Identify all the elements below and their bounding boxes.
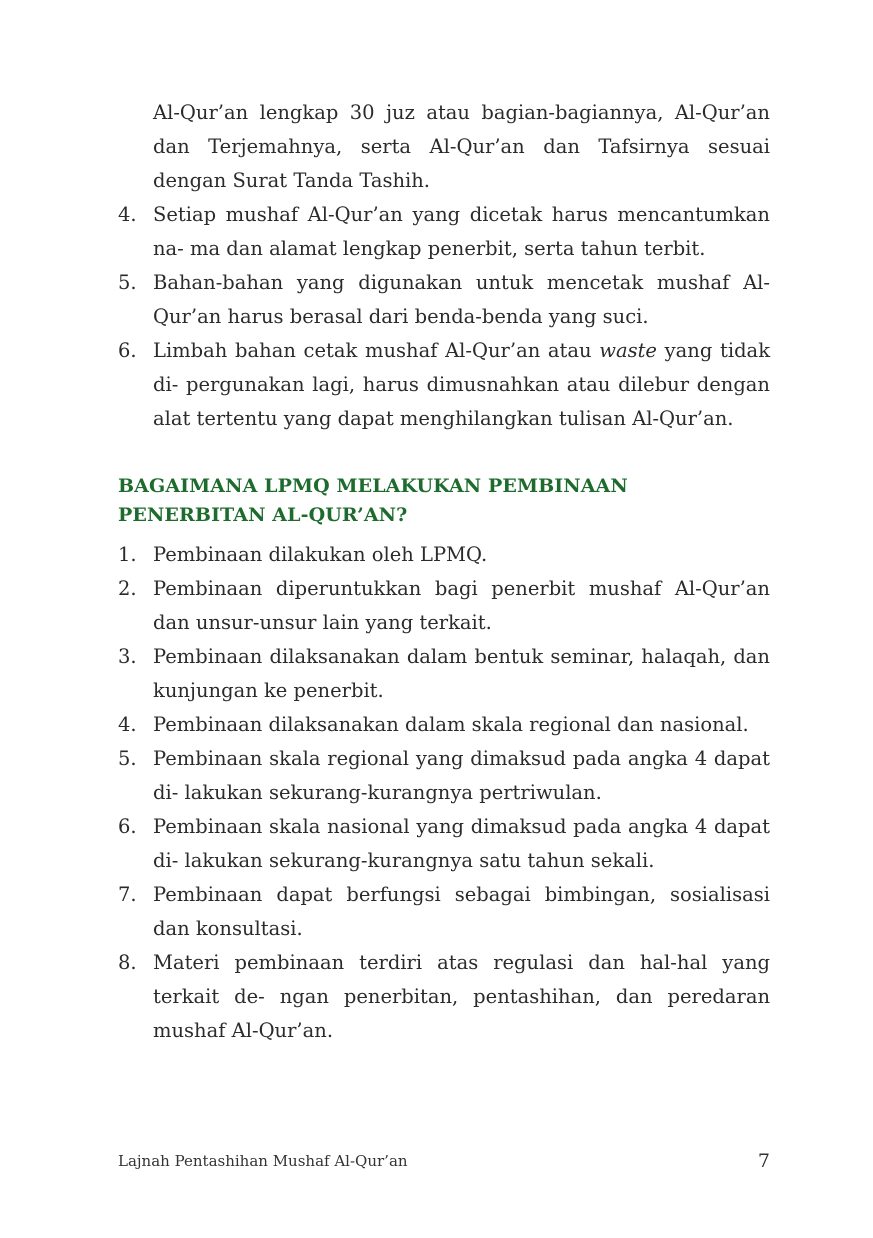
list-item	[118, 198, 770, 266]
list-item	[118, 878, 770, 946]
list-item-number: 4.	[118, 203, 137, 226]
list-item	[118, 946, 770, 1048]
page-content	[118, 96, 770, 1048]
list-item-text: Setiap mushaf Al-Qur’an yang dicetak harus mencantumkan na- ma dan alamat lengkap penerbit, serta tahun terbit.	[153, 203, 770, 260]
list-item-number: 6.	[118, 339, 137, 362]
list-item-number: 1.	[118, 543, 137, 566]
list-item-text: Pembinaan dilakukan oleh LPMQ.	[153, 543, 488, 566]
list-item	[118, 810, 770, 878]
guidance-list	[118, 538, 770, 1048]
list-item-number: 7.	[118, 883, 137, 906]
list-item	[118, 742, 770, 810]
list-item-text: Pembinaan dilaksanakan dalam bentuk seminar, halaqah, dan kunjungan ke penerbit.	[153, 645, 770, 702]
list-item-text: Pembinaan dilaksanakan dalam skala regional dan nasional.	[153, 713, 749, 736]
list-item-text-after: yang tidak di- pergunakan lagi, harus dimusnahkan atau dilebur dengan alat tertentu yang dapat menghilangkan tulisan Al-Qur’an.	[153, 339, 771, 430]
list-item-text-before: Limbah bahan cetak mushaf Al-Qur’an atau	[153, 339, 600, 362]
list-item-text: Pembinaan skala nasional yang dimaksud pada angka 4 dapat di- lakukan sekurang-kurangnya satu tahun sekali.	[153, 815, 770, 872]
list-item-number: 6.	[118, 815, 137, 838]
list-item-emphasis: waste	[599, 339, 657, 362]
page-footer	[118, 1152, 770, 1170]
list-item-text: Materi pembinaan terdiri atas regulasi dan hal-hal yang terkait de- ngan penerbitan, pentashihan, dan peredaran mushaf Al-Qur’an.	[153, 951, 770, 1042]
requirements-list	[118, 198, 770, 436]
list-item-number: 5.	[118, 271, 137, 294]
list-item	[118, 640, 770, 708]
section-heading: BAGAIMANA LPMQ MELAKUKAN PEMBINAAN PENERBITAN AL-QUR’AN?	[118, 475, 628, 526]
list-item	[118, 334, 770, 436]
list-item-number: 4.	[118, 713, 137, 736]
page-number: 7	[757, 1150, 770, 1172]
list-item	[118, 266, 770, 334]
list-item-text: Pembinaan dapat berfungsi sebagai bimbingan, sosialisasi dan konsultasi.	[153, 883, 770, 940]
list-item	[118, 572, 770, 640]
list-item-text: Pembinaan skala regional yang dimaksud pada angka 4 dapat di- lakukan sekurang-kurangnya pertriwulan.	[153, 747, 770, 804]
list-item-text: Bahan-bahan yang digunakan untuk mencetak mushaf Al-Qur’an harus berasal dari benda-benda yang suci.	[153, 271, 770, 328]
list-item	[118, 538, 770, 572]
list-item	[118, 708, 770, 742]
list-item-text: Pembinaan diperuntukkan bagi penerbit mushaf Al-Qur’an dan unsur-unsur lain yang terkait.	[153, 577, 770, 634]
list-item-number: 2.	[118, 577, 137, 600]
footer-title: Lajnah Pentashihan Mushaf Al-Qur’an	[118, 1152, 408, 1170]
list-item-number: 8.	[118, 951, 137, 974]
continued-paragraph: Al-Qur’an lengkap 30 juz atau bagian-bagiannya, Al-Qur’an dan Terjemahnya, serta Al-Qur’an dan Tafsirnya sesuai dengan Surat Tanda Tashih.	[153, 101, 770, 192]
list-item-number: 5.	[118, 747, 137, 770]
list-item-number: 3.	[118, 645, 137, 668]
